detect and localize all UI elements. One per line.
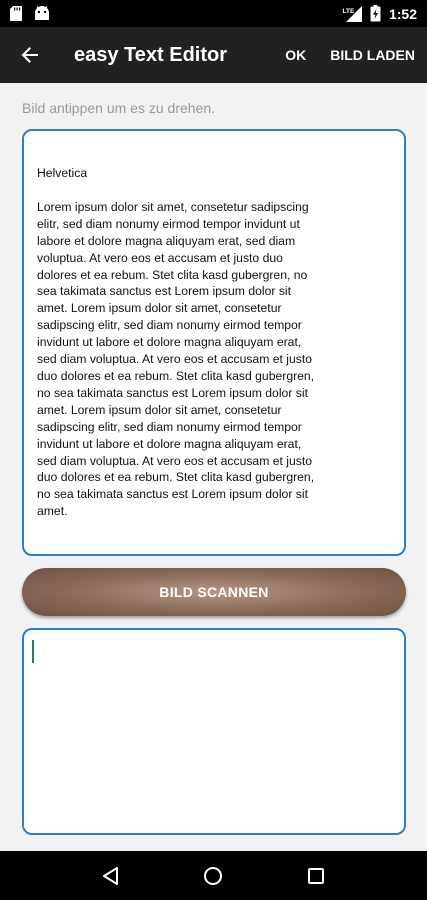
document-line: duo dolores et ea rebum. Stet clita kasd gubergren,: [37, 470, 315, 485]
nav-home-button[interactable]: [189, 852, 237, 900]
status-time: 1:52: [388, 5, 417, 22]
document-line: sea takimata sanctus est Lorem ipsum dolor sit: [37, 284, 292, 299]
recents-square-icon: [305, 865, 327, 887]
nav-recents-button[interactable]: [292, 852, 340, 900]
document-font-name: Helvetica: [37, 166, 88, 180]
nav-bar: [0, 851, 427, 900]
document-line: elitr, sed diam nonumy eirmod tempor invidunt ut: [37, 216, 300, 231]
document-line: sed diam voluptua. At vero eos et accusam et justo: [37, 453, 313, 468]
status-bar: [0, 0, 427, 27]
document-line: amet. Lorem ipsum dolor sit amet, consetetur: [37, 301, 282, 316]
rotate-hint: Bild antippen um es zu drehen.: [22, 100, 216, 116]
document-line: no sea takimata sanctus est Lorem ipsum dolor sit: [37, 487, 308, 502]
nav-back-button[interactable]: [87, 852, 135, 900]
image-preview[interactable]: [22, 129, 406, 556]
app-title: easy Text Editor: [74, 43, 228, 66]
document-line: sadipscing elitr, sed diam nonumy eirmod tempor: [37, 318, 302, 333]
document-line: duo dolores et ea rebum. Stet clita kasd gubergren,: [37, 368, 315, 383]
android-icon: [34, 6, 50, 21]
status-left-icons: [10, 6, 50, 21]
document-line: voluptua. At vero eos et accusam et justo duo: [37, 250, 283, 265]
document-line: amet.: [37, 504, 68, 519]
document-line: invidunt ut labore et dolore magna aliquyam erat,: [37, 436, 302, 451]
document-line: Lorem ipsum dolor sit amet, consetetur sadipscing: [37, 199, 309, 214]
document-line: no sea takimata sanctus est Lorem ipsum dolor sit: [37, 385, 308, 400]
scanned-document-image: [37, 165, 349, 520]
document-line: labore et dolore magna aliquyam erat, sed diam: [37, 233, 296, 248]
load-image-button[interactable]: BILD LADEN: [330, 47, 415, 63]
document-line: sed diam voluptua. At vero eos et accusam et justo: [37, 352, 313, 367]
battery-icon: [370, 5, 381, 22]
network-icon: [342, 6, 362, 22]
document-body: [37, 199, 349, 520]
app-bar: [0, 27, 427, 83]
back-triangle-icon: [100, 865, 122, 887]
back-button[interactable]: [2, 27, 58, 83]
ok-button[interactable]: OK: [285, 47, 307, 63]
arrow-left-icon: [20, 45, 40, 65]
home-circle-icon: [202, 865, 224, 887]
document-line: invidunt ut labore et dolore magna aliquyam erat,: [37, 335, 302, 350]
status-right-icons: [342, 5, 417, 22]
document-line: sadipscing elitr, sed diam nonumy eirmod tempor: [37, 419, 302, 434]
document-line: dolores et ea rebum. Stet clita kasd gubergren, no: [37, 267, 308, 282]
scan-image-button[interactable]: BILD SCANNEN: [22, 568, 406, 616]
sd-card-icon: [10, 6, 22, 21]
document-line: amet. Lorem ipsum dolor sit amet, consetetur: [37, 402, 282, 417]
network-label: LTE: [342, 7, 355, 15]
recognized-text-field[interactable]: [22, 628, 406, 835]
text-caret: [32, 640, 34, 663]
